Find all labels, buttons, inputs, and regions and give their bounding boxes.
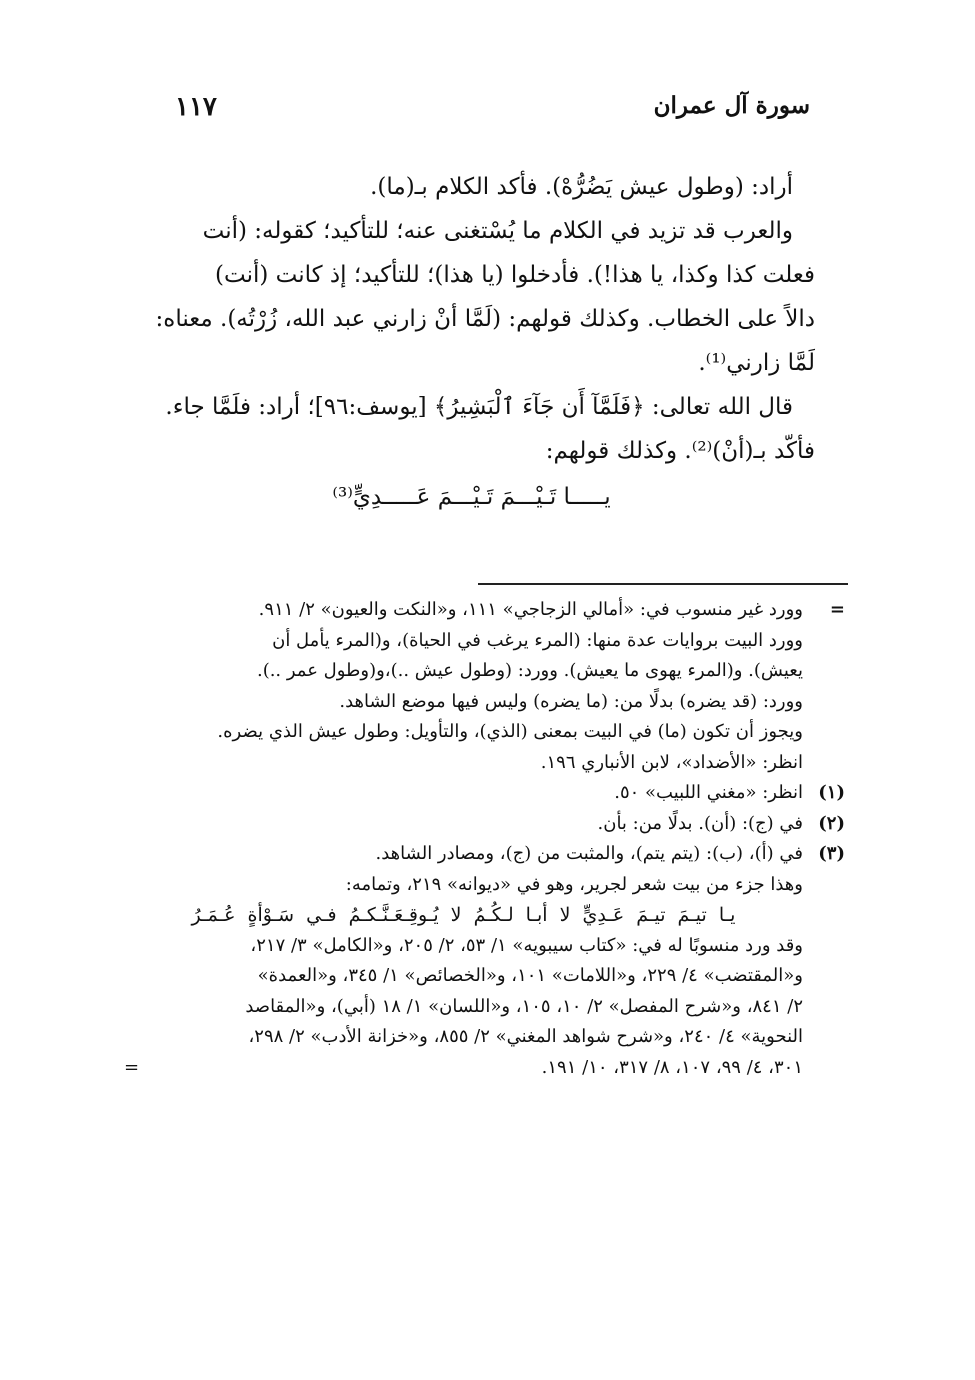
footnote-text: وقد ورد منسوبًا له في: «كتاب سيبويه» ١/ ٥٣، ٢/ ٢٠٥، و«الكامل» ٣/ ٢١٧، [250,934,803,956]
paragraph-3-line-1: قال الله تعالى: ﴿فَلَمَّآ أَن جَآءَ ٱلْبَشِيرُ﴾ [يوسف:٩٦]؛ أراد: فلَمَّا جاء. [165,394,793,420]
paragraph-2-line-1: والعرب قد تزيد في الكلام ما يُسْتغنى عنه؛ للتأكيد؛ كقوله: (أنت [202,218,793,244]
footnote-3-line [124,961,853,992]
surah-title: سورة آل عمران [653,92,810,119]
page-header [170,92,810,132]
paragraph-1: أراد: (وطول عيش يَضُرُّهْ). فأكد الكلام بـ(ما). [370,174,793,200]
footnote-text: يعيش). و(المرء يهوى ما يعيش). وورد: (وطول عيش ..)،و(وطول عمر ..). [256,660,803,681]
footnote-3-line [124,1022,853,1053]
footnote-text: انظر: «الأضداد»، لابن الأنباري ١٩٦. [540,751,803,773]
footnote-separator [478,583,848,585]
footnote-line [124,656,853,687]
paragraph-2-line-4: لَمَّا زارني⁽¹⁾. [698,350,815,376]
footnote-text: و«المقتضب» ٤/ ٢٢٩، و«اللامات» ١٠١، و«الخصائص» ١/ ٣٤٥، و«العمدة» [257,965,803,986]
footnote-continuation [124,595,853,626]
footnote-3 [124,839,853,870]
verse-line: يـــــا تَـيْـــمَ تَـيْـــمَ عَـــــدِيٍّ⁽³⁾ [332,484,611,510]
footnotes [124,595,853,1083]
footnote-line [124,626,853,657]
footnote-text: النحوية» ٤/ ٢٤٠، و«شرح شواهد المغني» ٢/ ٨٥٥، و«خزانة الأدب» ٢/ ٢٩٨، [248,1026,803,1047]
paragraph-2-line-2: فعلت كذا وكذا، يا هذا!). فأدخلوا (يا هذا)؛ للتأكيد؛ إذ كانت (أنت) [215,262,815,288]
paragraph-2-line-3: دالاً على الخطاب. وكذلك قولهم: (لَمَّا أنْ زارني عبد الله، زُرْتُه). معناه: [155,306,815,332]
footnote-line [124,687,853,718]
footnote-text: وهذا جزء من بيت شعر لجرير، وهو في «ديوانه» ٢١٩، وتمامه: [345,873,803,895]
footnote-3-number: (٣) [818,843,845,864]
footnote-line: وورد غير منسوب في: «أمالي الزجاجي» ١١١، و«النكت والعيون» ٢/ ٩١١. [258,599,803,620]
footnote-text: ويجوز أن تكون (ما) في البيت بمعنى (الذي)، والتأويل: وطول عيش الذي يضره. [217,721,803,742]
footnote-line [124,748,853,779]
footnote-3-line [124,992,853,1023]
poem-text: يـا تيـمَ تيـمَ عَـدِيٍّ لا أبـا لـكُـمُ لا يُـوقِـعَـنَّـكـمُ فـي سَـوْأةٍ عُـمَـرُ [191,904,736,926]
footnote-2-text: في (ج): (أن). بدلًا من: بأن. [597,812,803,834]
footnote-text: ٣٠١، ٤/ ٩٩، ١٠٧، ٨/ ٣١٧، ١٠/ ١٩١. [541,1056,803,1078]
footnote-3-line [124,931,853,962]
page-number: ١١٧ [175,92,217,122]
footnote-text: ٢/ ٨٤١، و«شرح المفصل» ٢/ ١٠، ١٠٥، و«اللسان» ١/ ١٨ (أبي)، و«المقاصد [245,995,803,1017]
footnote-1 [124,778,853,809]
footnote-3-text: في (أ)، (ب): (يتم يتم)، والمثبت من (ج)، ومصادر الشاهد. [375,843,803,864]
footnote-2 [124,809,853,840]
footnote-3-line [124,870,853,901]
main-text [128,165,815,519]
footnote-line [124,717,853,748]
footnote-3-poem-line [124,900,853,931]
footnote-2-number: (٢) [818,812,845,834]
paragraph-3-line-2: فأكّد بـ(أنْ)⁽²⁾. وكذلك قولهم: [545,438,815,464]
footnote-1-text: انظر: «مغني اللبيب» ٥٠. [614,782,803,803]
footnote-1-number: (١) [818,782,845,803]
footnote-text: وورد: (قد يضره) بدلًا من: (ما يضره) وليس فيها موضع الشاهد. [339,690,803,712]
footnote-text: وورد البيت بروايات عدة منها: (المرء يرغب في الحياة)، و(المرء يأمل أن [272,629,803,651]
continuation-mark: = [829,599,845,620]
footnote-3-line-last [124,1053,853,1084]
continuation-end-mark: = [124,1056,140,1078]
